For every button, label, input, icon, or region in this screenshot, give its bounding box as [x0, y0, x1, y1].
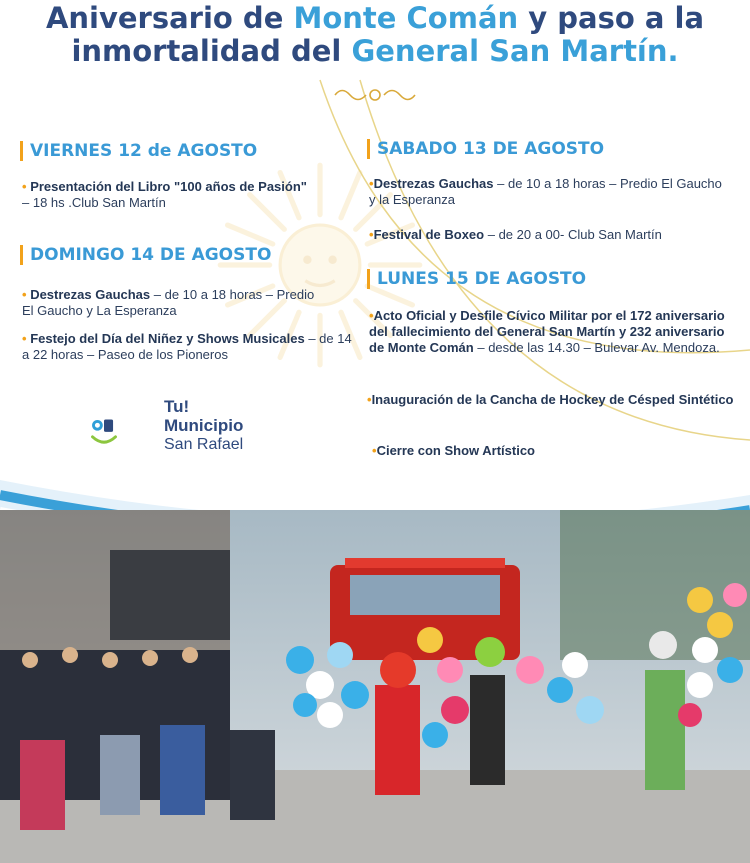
logo-line2: Municipio: [164, 416, 244, 435]
logo-line1: Tu!: [164, 397, 190, 416]
bullet-icon: •: [369, 227, 374, 242]
event-sabado-1: •Destrezas Gauchas – de 10 a 18 horas – Predio El Gaucho y la Esperanza: [369, 176, 722, 207]
bullet-icon: •: [22, 179, 27, 194]
event-viernes-1: • Presentación del Libro "100 años de Pasión" – 18 hs .Club San Martín: [22, 179, 307, 210]
bullet-icon: •: [22, 331, 27, 346]
parade-photo: [0, 510, 750, 863]
poster-title: Aniversario de Monte Comán y paso a la inmortalidad del General San Martín.: [45, 1, 705, 68]
bullet-icon: •: [367, 392, 372, 407]
ornament-icon: [330, 84, 420, 106]
event-domingo-2: • Festejo del Día del Niñez y Shows Musicales – de 14 a 22 horas – Paseo de los Pioneros: [22, 331, 352, 362]
day-heading-viernes: VIERNES 12 de AGOSTO: [20, 141, 257, 161]
bullet-icon: •: [22, 287, 27, 302]
event-lunes-1: •Acto Oficial y Desfile Cívico Militar por el 172 aniversario del fallecimiento del General San Martín y 232 aniversario de Monte Comán – desde las 14.30 – Bulevar Av. Mendoza.: [369, 308, 725, 355]
day-heading-sabado: SABADO 13 DE AGOSTO: [367, 139, 604, 159]
event-lunes-3: •Cierre con Show Artístico: [372, 443, 535, 458]
bullet-icon: •: [369, 176, 374, 191]
day-heading-domingo: DOMINGO 14 DE AGOSTO: [20, 245, 271, 265]
logo-line3: San Rafael: [164, 436, 244, 453]
bullet-icon: •: [372, 443, 377, 458]
event-lunes-2: •Inauguración de la Cancha de Hockey de Césped Sintético: [367, 392, 734, 407]
event-domingo-1: • Destrezas Gauchas – de 10 a 18 horas – Predio El Gaucho y La Esperanza: [22, 287, 315, 318]
bullet-icon: •: [369, 308, 374, 323]
day-heading-lunes: LUNES 15 DE AGOSTO: [367, 269, 586, 289]
event-sabado-2: •Festival de Boxeo – de 20 a 00- Club San Martín: [369, 227, 662, 242]
